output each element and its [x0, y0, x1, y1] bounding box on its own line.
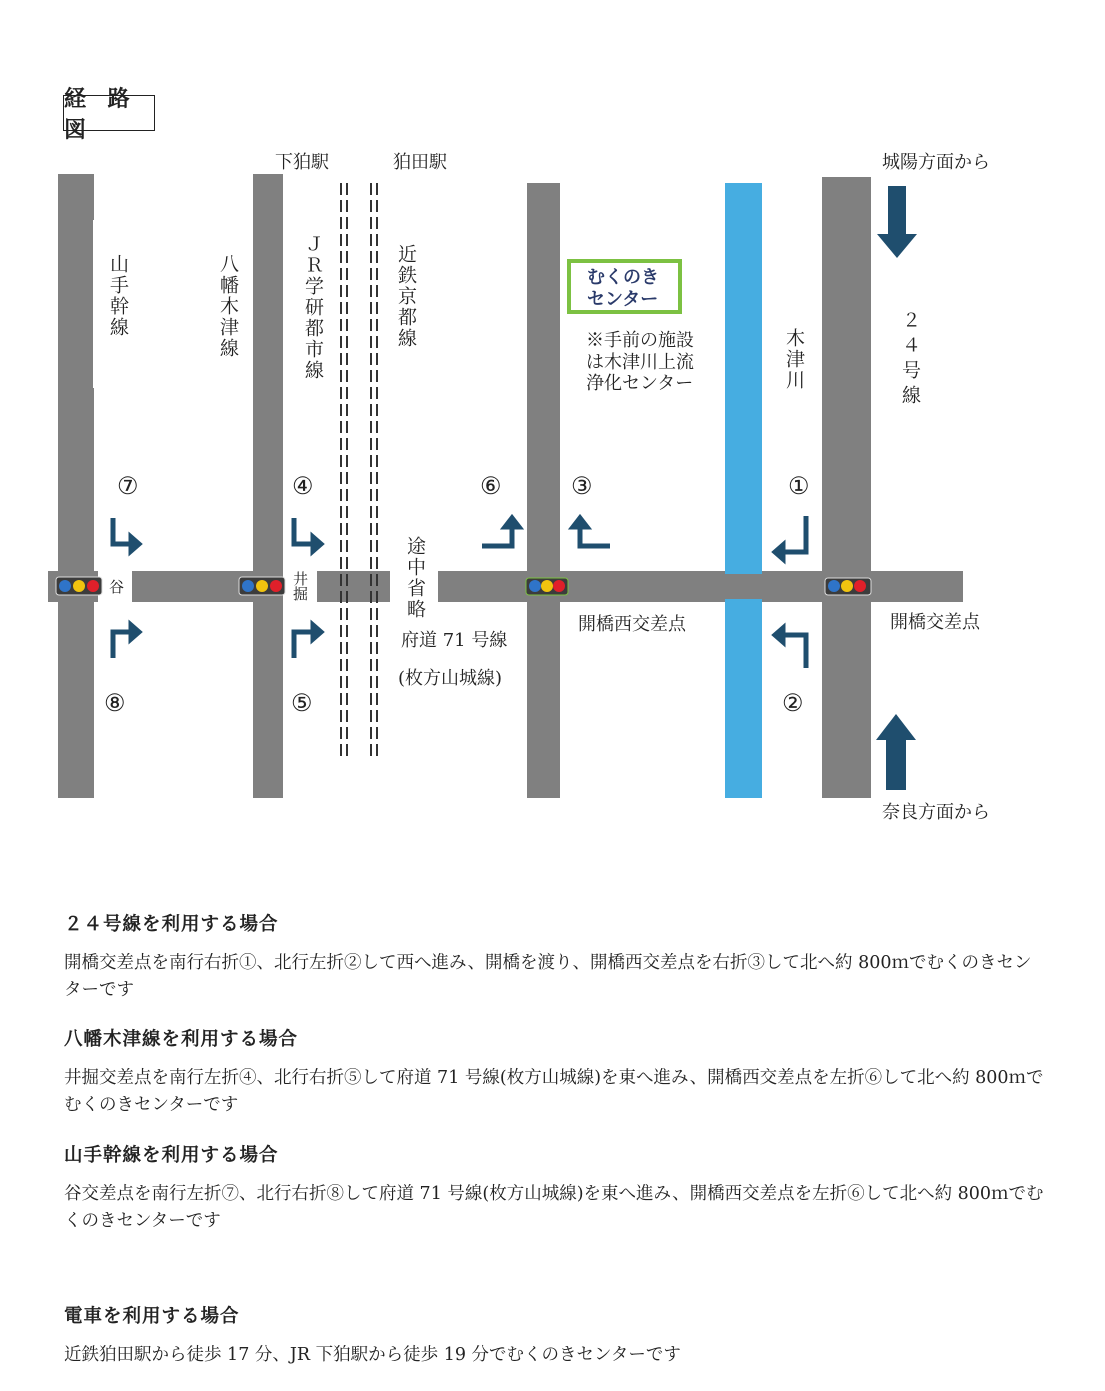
yamate-road — [58, 174, 94, 798]
jr-line-label: ＪＲ学研都市線 — [302, 234, 324, 381]
omitted-label: 途中省略 — [404, 536, 426, 620]
center-label-line2: センター — [587, 288, 659, 310]
kaibashi-bridge — [725, 574, 762, 599]
arrow-6-icon — [482, 518, 519, 546]
kaibashi-nishi-label: 開橋西交差点 — [578, 614, 686, 635]
arrow-5-icon — [294, 625, 321, 658]
yawata-road-label: 八幡木津線 — [217, 254, 239, 359]
route24-road — [822, 177, 871, 798]
marker-1: ① — [788, 472, 810, 500]
fudo71-road-e — [438, 571, 725, 602]
note-line3: 浄化センター — [586, 373, 694, 395]
traffic-light-kaibashi-nishi — [526, 578, 568, 595]
section-body: 近鉄狛田駅から徒歩 17 分、JR 下狛駅から徒歩 19 分でむくのきセンターです — [64, 1345, 681, 1365]
yamate-road-label: 山手幹線 — [107, 254, 129, 338]
north-arrow-icon — [876, 714, 916, 790]
note-line2: は木津川上流 — [586, 351, 694, 373]
marker-2: ② — [782, 689, 804, 717]
kaibashi-label: 開橋交差点 — [890, 612, 980, 633]
north-road — [527, 183, 560, 798]
section-train — [64, 1302, 1044, 1369]
traffic-light-kaibashi — [825, 578, 871, 595]
center-label-line1: むくのき — [587, 267, 659, 288]
kizugawa-label: 木津川 — [783, 328, 805, 391]
marker-5: ⑤ — [291, 689, 313, 717]
fudo71-label: 府道 71 号線 — [401, 630, 508, 651]
note-line1: ※手前の施設 — [586, 330, 694, 351]
section-yamate — [64, 1141, 1044, 1235]
section-yawata — [64, 1025, 1044, 1119]
arrow-3-icon — [573, 518, 610, 546]
section-heading: 電車を利用する場合 — [64, 1306, 240, 1327]
section-heading: 八幡木津線を利用する場合 — [64, 1029, 299, 1050]
section-body: 谷交差点を南行左折⑦、北行右折⑧して府道 71 号線(枚方山城線)を東へ進み、開橋西交差点を左折⑥して北へ約 800ｍでむくのきセンターです — [64, 1184, 1044, 1232]
marker-8: ⑧ — [104, 689, 126, 717]
from-nara-label: 奈良方面から — [882, 802, 990, 823]
mukunoki-center-marker — [567, 259, 682, 314]
arrow-8-icon — [113, 625, 139, 658]
section-heading: 山手幹線を利用する場合 — [64, 1145, 279, 1166]
route24-label: ２４号線 — [899, 310, 921, 410]
south-arrow-icon — [877, 186, 917, 258]
traffic-light-tani — [56, 577, 102, 595]
yawata-road — [253, 174, 283, 798]
facility-note — [586, 330, 694, 395]
section-body: 開橋交差点を南行右折①、北行左折②して西へ進み、開橋を渡り、開橋西交差点を右折③して北へ約 800ｍでむくのきセンターです — [64, 953, 1032, 1001]
section-route24 — [64, 910, 1044, 1004]
ibori-intersection-label: 井掘 — [291, 571, 309, 601]
arrow-1-icon — [775, 516, 806, 559]
fudo71-alias-label: (枚方山城線) — [398, 668, 503, 689]
marker-6: ⑥ — [480, 472, 502, 500]
section-body: 井掘交差点を南行左折④、北行右折⑤して府道 71 号線(枚方山城線)を東へ進み、開橋西交差点を左折⑥して北へ約 800ｍでむくのきセンターです — [64, 1068, 1044, 1116]
kizugawa-river — [725, 183, 762, 798]
marker-3: ③ — [571, 472, 593, 500]
kintetsu-railway — [371, 183, 377, 760]
arrow-7-icon — [113, 518, 139, 551]
jr-railway — [341, 183, 347, 757]
arrow-4-icon — [294, 518, 321, 551]
komada-station-label: 狛田駅 — [393, 152, 447, 173]
from-joyo-label: 城陽方面から — [882, 152, 990, 173]
section-heading: ２４号線を利用する場合 — [64, 914, 279, 935]
page-title: 経 路 図 — [63, 95, 155, 131]
kintetsu-line-label: 近鉄京都線 — [395, 244, 417, 349]
shimokoma-station-label: 下狛駅 — [275, 152, 329, 173]
marker-4: ④ — [292, 472, 314, 500]
arrow-2-icon — [775, 628, 806, 668]
marker-7: ⑦ — [117, 472, 139, 500]
tani-intersection-label: 谷 — [109, 578, 125, 596]
traffic-light-ibori — [239, 577, 285, 595]
